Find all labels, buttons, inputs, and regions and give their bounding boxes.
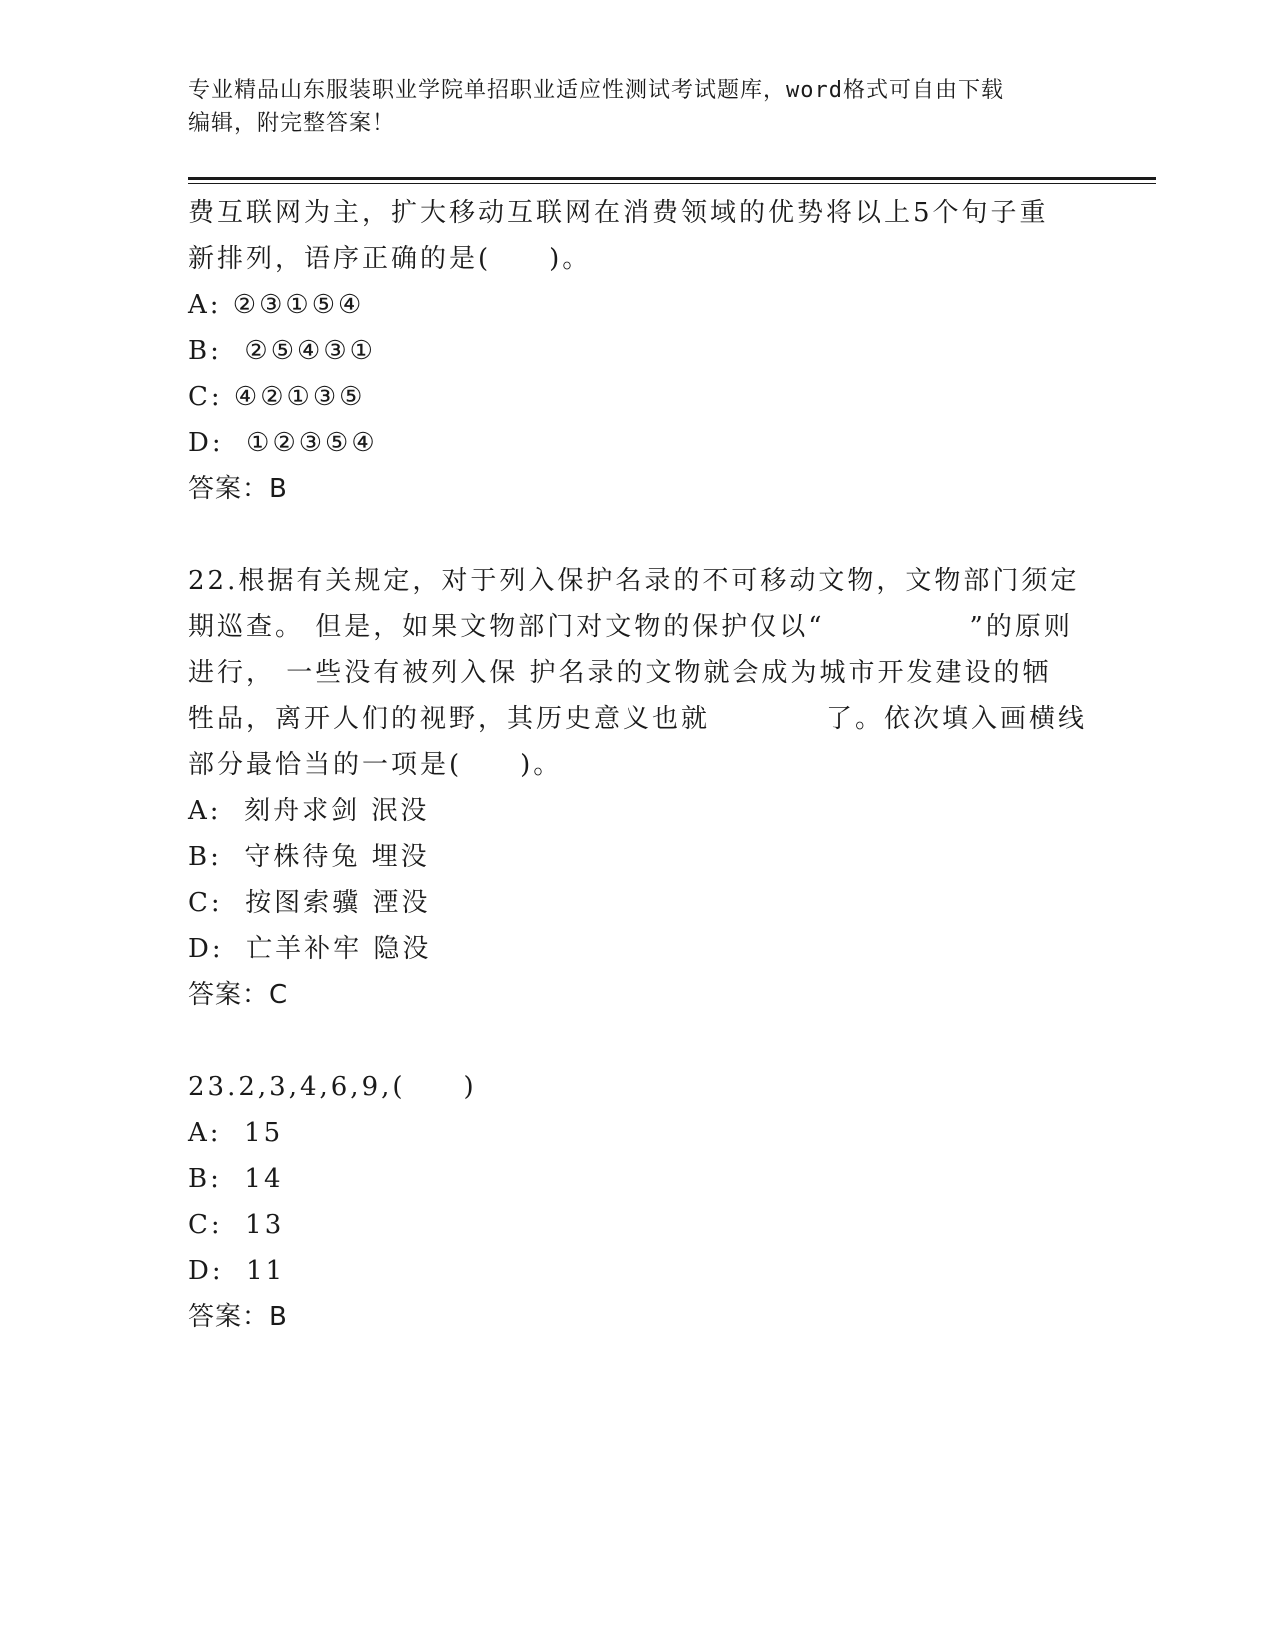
option-c: C: 13 — [188, 1210, 285, 1240]
spacer — [188, 1018, 1088, 1064]
option-c: C: 按图索骥 湮没 — [188, 888, 431, 918]
document-header — [188, 74, 1088, 140]
question-text-line: 22.根据有关规定，对于列入保护名录的不可移动文物，文物部门须定 — [188, 566, 1080, 596]
question-text-line: 牲品，离开人们的视野，其历史意义也就 了。依次填入画横线 — [188, 704, 1088, 734]
header-line-1: 专业精品山东服装职业学院单招职业适应性测试考试题库，word格式可自由下载 — [188, 78, 1004, 103]
answer-label: 答案：B — [188, 1302, 288, 1332]
answer-label: 答案：B — [188, 474, 288, 504]
question-text-line: 23.2,3,4,6,9,( ) — [188, 1072, 477, 1102]
spacer — [188, 512, 1088, 558]
option-b: B: 14 — [188, 1164, 284, 1194]
option-a: A: ②③①⑤④ — [188, 290, 365, 320]
question-23 — [188, 1064, 1088, 1340]
header-line-2: 编辑，附完整答案！ — [188, 111, 396, 136]
option-d: D: ①②③⑤④ — [188, 428, 378, 458]
option-b: B: 守株待兔 埋没 — [188, 842, 430, 872]
header-divider-thick — [188, 177, 1156, 180]
option-b: B: ②⑤④③① — [188, 336, 376, 366]
option-a: A: 刻舟求剑 泯没 — [188, 796, 430, 826]
document-body — [188, 190, 1088, 1340]
option-d: D: 11 — [188, 1256, 286, 1286]
question-text-line: 部分最恰当的一项是( )。 — [188, 750, 563, 780]
question-text-line: 新排列，语序正确的是( )。 — [188, 244, 592, 274]
option-a: A: 15 — [188, 1118, 284, 1148]
question-22 — [188, 558, 1088, 1018]
option-c: C: ④②①③⑤ — [188, 382, 366, 412]
header-divider-thin — [188, 183, 1156, 184]
option-d: D: 亡羊补牢 隐没 — [188, 934, 432, 964]
question-text-line: 费互联网为主，扩大移动互联网在消费领域的优势将以上5个句子重 — [188, 198, 1049, 228]
question-21-continuation — [188, 190, 1088, 512]
question-text-line: 进行， 一些没有被列入保 护名录的文物就会成为城市开发建设的牺 — [188, 658, 1052, 688]
question-text-line: 期巡查。 但是，如果文物部门对文物的保护仅以“ ”的原则 — [188, 612, 1073, 642]
answer-label: 答案：C — [188, 980, 289, 1010]
